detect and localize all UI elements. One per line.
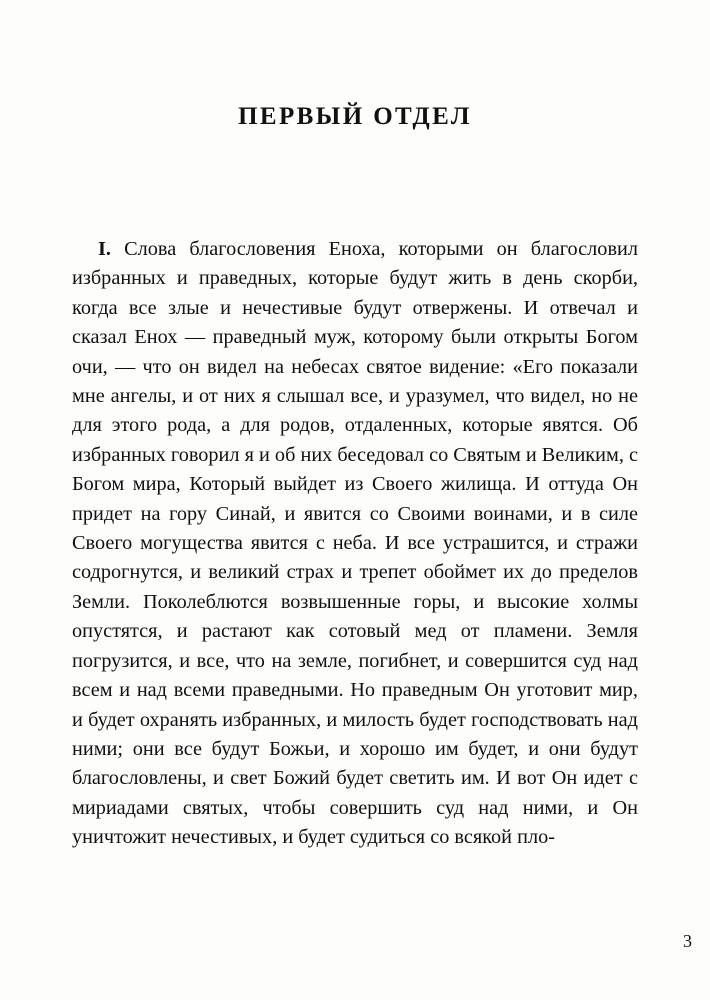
page-number: 3 [683,931,692,951]
paragraph-number: I. [98,238,111,260]
page-title: ПЕРВЫЙ ОТДЕЛ [238,103,472,130]
paragraph-text: Слова благословения Еноха, которыми он благословил избранных и праведных, которые будут жить в день скорби, когда все злые и нечестивые будут отвержены. И отвечал и сказал Енох — праведный муж, которому были открыты Богом очи, — что он видел на небесах святое видение: «Его показали мне ангелы, и от них я слышал все, и уразумел, что видел, но не для этого рода, а для родов, отдаленных, которые явятся. Об избранных говорил я и об них беседовал со Святым и Великим, с Богом мира, Который выйдет из Своего жилища. И оттуда Он придет на гору Синай, и явится со Своими воинами, и в силе Своего могущества явится с неба. И все устрашится, и стражи содрогнутся, и великий страх и трепет обоймет их до пределов Земли. Поколеблются возвышенные горы, и высокие холмы опустятся, и растают как сотовый мед от пламени. Земля погрузится, и все, что на земле, погибнет, и совершится суд над всем и над всеми праведными. Но праведным Он уготовит мир, и будет охранять избранных, и милость будет господствовать над ними; они все будут Божьи, и хорошо им будет, и они будут благословлены, и свет Божий будет светить им. И вот Он идет с мириадами святых, чтобы совершить суд над ними, и Он уничтожит нечестивых, и будет судиться со всякой пло- [72,238,638,849]
page-content-area [72,0,638,1000]
body-paragraph [72,131,638,853]
